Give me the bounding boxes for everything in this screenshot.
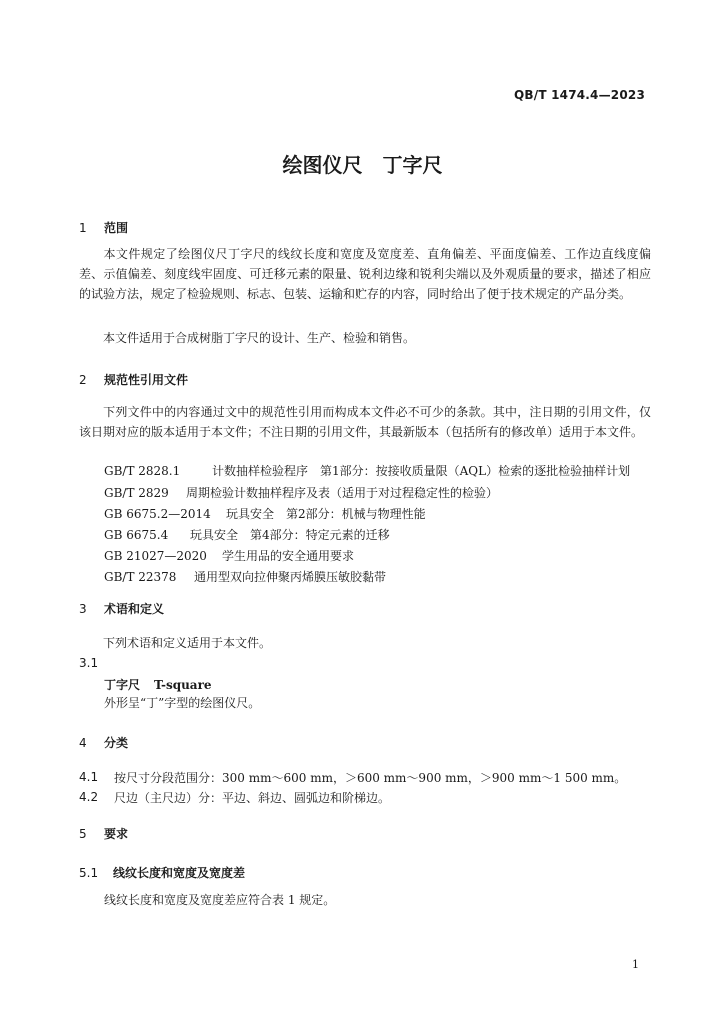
reference-code: GB/T 22378 xyxy=(104,570,177,584)
section-2-paragraph-1-text: 下列文件中的内容通过文中的规范性引用而构成本文件必不可少的条款。其中，注日期的引用文件，仅该日期对应的版本适用于本文件；不注日期的引用文件，其最新版本（包括所有的修改单）适用于本文件。 xyxy=(79,405,651,439)
clause-4-2-number: 4.2 xyxy=(79,790,99,804)
term-definition: 外形呈“丁”字型的绘图仪尺。 xyxy=(104,696,261,710)
document-title: 绘图仪尺 丁字尺 xyxy=(282,153,443,177)
reference-item xyxy=(104,505,426,522)
reference-code: GB 6675.2—2014 xyxy=(104,507,211,521)
term-english: T-square xyxy=(154,678,212,692)
section-2-number: 2 xyxy=(79,373,87,387)
reference-code: GB/T 2828.1 xyxy=(104,464,181,478)
standard-code: QB/T 1474.4—2023 xyxy=(514,88,645,102)
reference-title: 玩具安全 第4部分：特定元素的迁移 xyxy=(190,528,390,542)
reference-item xyxy=(104,568,386,585)
section-3-number: 3 xyxy=(79,602,87,616)
section-4-title: 分类 xyxy=(104,736,129,750)
section-1-paragraph-2-text: 本文件适用于合成树脂丁字尺的设计、生产、检验和销售。 xyxy=(103,331,416,345)
reference-item xyxy=(104,462,630,479)
term-chinese: 丁字尺 xyxy=(104,678,141,692)
section-1-number: 1 xyxy=(79,221,87,235)
section-3-title: 术语和定义 xyxy=(104,602,165,616)
section-1-paragraph-1-text: 本文件规定了绘图仪尺丁字尺的线纹长度和宽度及宽度差、直角偏差、平面度偏差、工作边直线度偏差、示值偏差、刻度线牢固度、可迁移元素的限量、锐利边缘和锐利尖端以及外观质量的要求，描述了相应的试验方法，规定了检验规则、标志、包装、运输和贮存的内容，同时给出了便于技术规定的产品分类。 xyxy=(79,247,651,301)
reference-title: 学生用品的安全通用要求 xyxy=(222,549,355,563)
term-name xyxy=(104,676,212,693)
clause-5-1-heading xyxy=(79,864,245,881)
clause-5-1-title: 线纹长度和宽度及宽度差 xyxy=(113,866,246,880)
section-3-paragraph-1: 下列术语和定义适用于本文件。 xyxy=(103,636,272,650)
clause-5-1-paragraph: 线纹长度和宽度及宽度差应符合表 1 规定。 xyxy=(104,893,336,907)
reference-code: GB 6675.4 xyxy=(104,528,169,542)
term-number: 3.1 xyxy=(79,656,99,670)
reference-item xyxy=(104,484,498,501)
reference-code: GB/T 2829 xyxy=(104,486,169,500)
section-5-heading xyxy=(79,825,128,842)
section-5-number: 5 xyxy=(79,827,87,841)
reference-item xyxy=(104,526,390,543)
clause-4-1-text: 按尺寸分段范围分：300 mm～600 mm，＞600 mm～900 mm，＞900 mm～1 500 mm。 xyxy=(114,771,627,785)
section-4-heading xyxy=(79,734,128,751)
section-1-paragraph-2 xyxy=(79,328,651,348)
section-2-title: 规范性引用文件 xyxy=(104,373,189,387)
reference-title: 计数抽样检验程序 第1部分：按接收质量限（AQL）检索的逐批检验抽样计划 xyxy=(212,464,631,478)
page-number: 1 xyxy=(632,958,639,971)
section-1-title: 范围 xyxy=(104,221,129,235)
section-4-number: 4 xyxy=(79,736,87,750)
reference-title: 周期检验计数抽样程序及表（适用于对过程稳定性的检验） xyxy=(186,486,499,500)
reference-item xyxy=(104,547,354,564)
section-5-title: 要求 xyxy=(104,827,129,841)
section-1-heading xyxy=(79,219,128,236)
section-2-paragraph-1 xyxy=(79,402,651,442)
clause-4-1-number: 4.1 xyxy=(79,770,99,784)
clause-4-2-text: 尺边（主尺边）分：平边、斜边、圆弧边和阶梯边。 xyxy=(114,791,391,805)
reference-title: 通用型双向拉伸聚丙烯膜压敏胶黏带 xyxy=(194,570,387,584)
clause-5-1-number: 5.1 xyxy=(79,866,99,880)
section-1-paragraph-1 xyxy=(79,244,651,304)
reference-code: GB 21027—2020 xyxy=(104,549,207,563)
section-2-heading xyxy=(79,371,188,388)
section-3-heading xyxy=(79,600,164,617)
reference-title: 玩具安全 第2部分：机械与物理性能 xyxy=(226,507,426,521)
